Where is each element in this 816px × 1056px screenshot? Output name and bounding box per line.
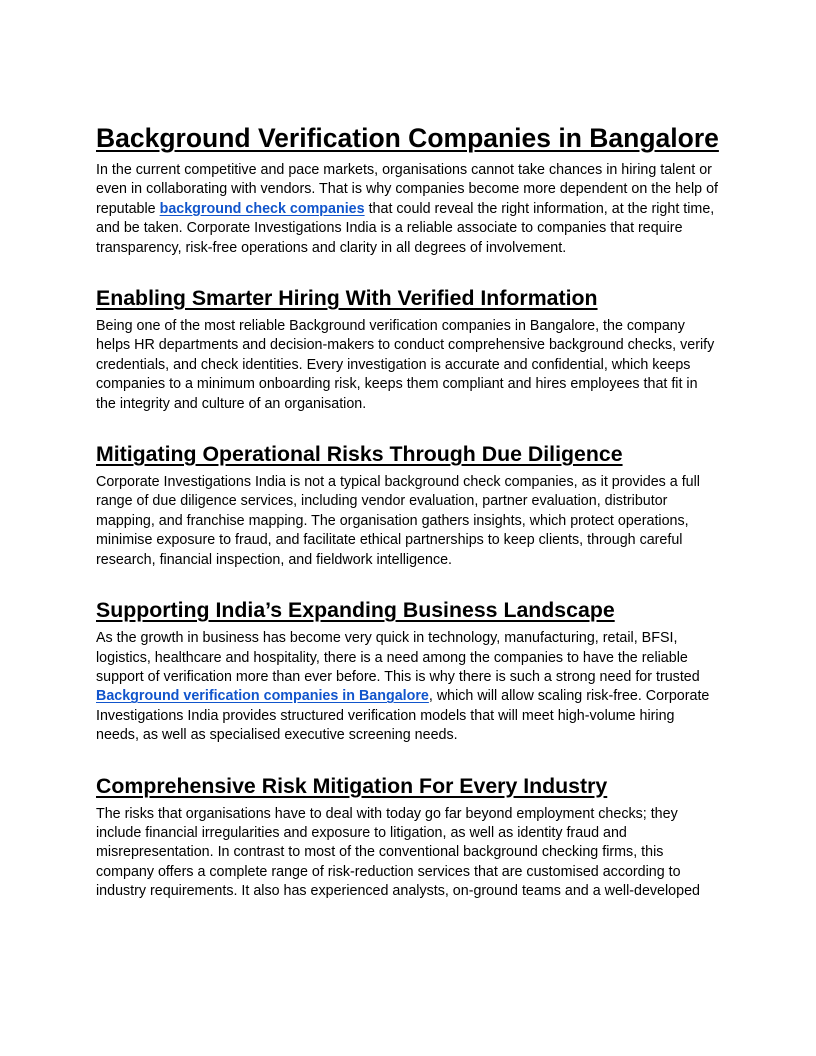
landscape-text-before-link: As the growth in business has become very quick in technology, manufacturing, retail, BFSI, logistics, healthcare and hospitality, there is a need among the companies to have the reliable support of verification more than ever before. This is why there is such a strong need for trusted: [96, 630, 700, 685]
section-heading-smarter-hiring: Enabling Smarter Hiring With Verified Information: [96, 286, 598, 311]
section-body-smarter-hiring: Being one of the most reliable Background verification companies in Bangalore, the company helps HR departments and decision-makers to conduct comprehensive background checks, verify credentials, and check identities. Every investigation is accurate and confidential, which keeps companies to a minimum onboarding risk, keeps them compliant and hires employees that fit in the integrity and culture of an organisation.: [96, 318, 715, 412]
intro-text-before-link: In the current competitive and pace markets, organisations cannot take chances in hiring talent or even in collaborating with vendors. That is why companies become more dependent on the help of reputable: [96, 162, 719, 217]
document-page: [96, 121, 720, 902]
background-check-companies-link[interactable]: background check companies: [159, 200, 365, 217]
section-heading-business-landscape: Supporting India’s Expanding Business Landscape: [96, 598, 615, 623]
section-body-operational-risks: Corporate Investigations India is not a typical background check companies, as it provides a full range of due diligence services, including vendor evaluation, partner evaluation, distributor mapping, and franchise mapping. The organisation gathers insights, which protect operations, minimise exposure to fraud, and facilitate ethical partnerships to keep clients, through careful research, financial inspection, and fieldwork intelligence.: [96, 474, 700, 568]
background-verification-bangalore-link[interactable]: Background verification companies in Bangalore: [96, 688, 429, 705]
landscape-text-after-link: , which will allow scaling risk-free. Corporate Investigations India provides structured verification models that will meet high-volume hiring needs, as well as specialised executive screening needs.: [96, 688, 710, 744]
section-body-risk-mitigation: The risks that organisations have to deal with today go far beyond employment checks; they include financial irregularities and exposure to litigation, as well as identity fraud and misrepresentation. In contrast to most of the conventional background checking firms, this company offers a complete range of risk-reduction services that are customised according to industry requirements. It also has experienced analysts, on-ground teams and a well-developed: [96, 805, 700, 900]
section-body-business-landscape: [96, 629, 720, 745]
page-title: Background Verification Companies in Bangalore: [96, 123, 719, 153]
intro-text-after-link: that could reveal the right information, at the right time, and be taken. Corporate Investigations India is a reliable associate to companies that require transparency, risk-free operations and clarity in all degrees of involvement.: [96, 200, 715, 256]
section-heading-risk-mitigation: Comprehensive Risk Mitigation For Every Industry: [96, 773, 608, 798]
intro-paragraph: [96, 161, 720, 258]
section-heading-operational-risks: Mitigating Operational Risks Through Due Diligence: [96, 442, 623, 467]
